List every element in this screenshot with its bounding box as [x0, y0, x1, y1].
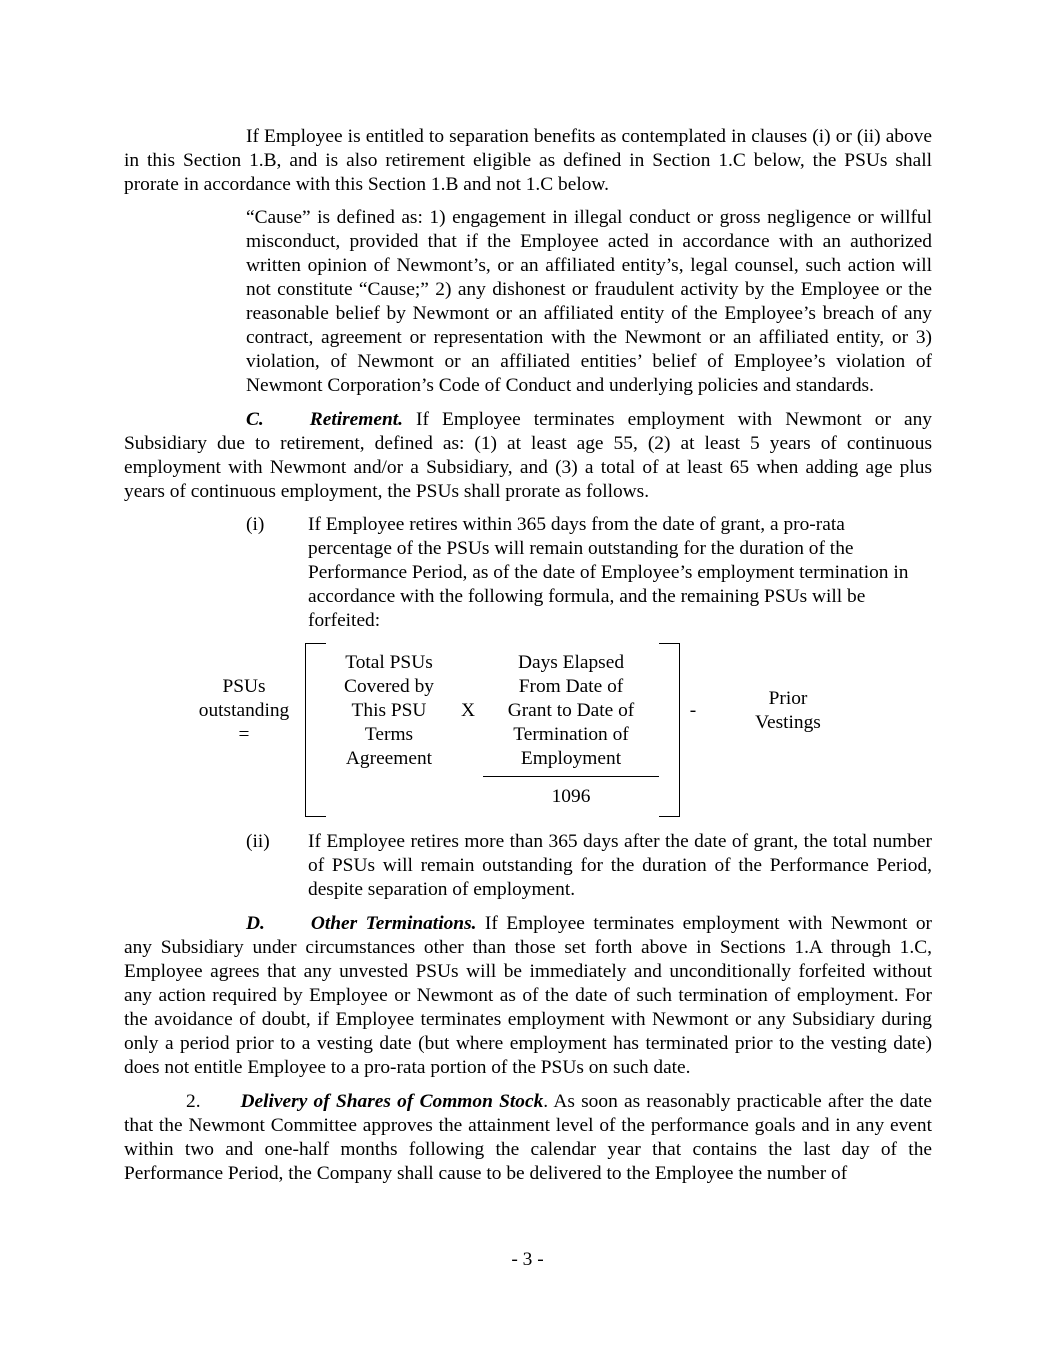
formula-days-line: Grant to Date of: [507, 700, 635, 721]
section-d-paragraph: [124, 912, 932, 1080]
section-d-title: Other Terminations.: [310, 913, 477, 934]
section-2-number: 2.: [186, 1091, 201, 1112]
cause-definition: “Cause” is defined as: 1) engagement in illegal conduct or gross negligence or willful misconduct, provided that if the Employee acted in accordance with an authorized written opinion of Newmont’s, or an affiliated entity’s, legal counsel, such action will not constitute “Cause;” 2) any dishonest or fraudulent activity by the Employee or the reasonable belief by Newmont or an affiliated entity of the Employee’s breach of any contract, agreement or representation with the Newmont or an affiliated entity, or 3) violation, of Newmont or an affiliated entities’ belief of Employee’s violation of Newmont Corporation’s Code of Conduct and underlying policies and standards.: [246, 207, 932, 396]
section-c-paragraph: [124, 408, 932, 504]
formula-days-line: Days Elapsed: [517, 652, 625, 673]
list-item-ii-number: (ii): [246, 831, 270, 852]
formula-total-line: Agreement: [345, 748, 433, 769]
formula-total-line: This PSU: [351, 700, 427, 721]
formula-prior-line: Vestings: [755, 712, 821, 733]
formula-total-line: Total PSUs: [345, 652, 433, 673]
formula-minus: -: [689, 700, 697, 721]
formula-prior-line: Prior: [768, 688, 808, 709]
section-c-text: If Employee terminates employment with Newmont or any Subsidiary due to retirement, defined as: (1) at least age 55, (2) at least 5 years of continuous employment with Newmont and/or a Subsidiary, and (3) a total of at least 65 when adding age plus years of continuous employment, the PSUs shall prorate as follows.: [124, 409, 932, 502]
section-c-title: Retirement.: [309, 409, 403, 430]
formula-total-psus: [319, 651, 459, 771]
formula-days-elapsed: [482, 651, 660, 771]
formula-total-line: Covered by: [344, 676, 434, 697]
document-body: [124, 125, 932, 1186]
fraction-bar: [483, 776, 659, 777]
formula-total-line: Terms: [364, 724, 414, 745]
page-number: - 3 -: [511, 1249, 544, 1270]
list-item-i-number: (i): [246, 514, 265, 535]
formula-prior-vestings: [736, 687, 840, 735]
list-item-ii-text: If Employee retires more than 365 days after the date of grant, the total number of PSUs will remain outstanding for the duration of the Performance Period, despite separation of employment.: [308, 831, 932, 900]
formula-lhs-line: outstanding: [198, 700, 290, 721]
formula-days-line: Employment: [520, 748, 622, 769]
list-item-i: [246, 513, 932, 633]
list-item-i-text: If Employee retires within 365 days from the date of grant, a pro-rata percentage of the PSUs will remain outstanding for the duration of the Performance Period, as of the date of Employee’s employment termination in accordance with the following formula, and the remaining PSUs will be forfeited:: [308, 514, 909, 631]
formula-lhs-line: =: [238, 724, 250, 745]
section-d-text: If Employee terminates employment with Newmont or any Subsidiary under circumstances other than those set forth above in Sections 1.A through 1.C, Employee agrees that any unvested PSUs will be immediately and unconditionally forfeited without any action required by Employee or Newmont as of the date of such termination of employment. For the avoidance of doubt, if Employee terminates employment with Newmont or any Subsidiary during only a period prior to a vesting date (but where employment has terminated prior to the vesting date) does not entitle Employee to a pro-rata portion of the PSUs on such date.: [124, 913, 932, 1078]
formula-days-line: Termination of: [513, 724, 629, 745]
intro-paragraph: If Employee is entitled to separation benefits as contemplated in clauses (i) or (ii) above in this Section 1.B, and is also retirement eligible as defined in Section 1.C below, the PSUs shall prorate in accordance with this Section 1.B and not 1.C below.: [124, 126, 932, 195]
list-item-ii: [246, 830, 932, 902]
right-bracket: [659, 643, 680, 817]
section-d-label: D.: [246, 913, 265, 934]
section-2-title: Delivery of Shares of Common Stock: [240, 1091, 544, 1112]
section-2-paragraph: [124, 1090, 932, 1186]
formula-lhs: [184, 675, 304, 747]
section-c-label: C.: [246, 409, 264, 430]
section-2-text: . As soon as reasonably practicable after the date that the Newmont Committee approves the attainment level of the performance goals and in any event within two and one-half months following the calendar year that contains the last day of the Performance Period, the Company shall cause to be delivered to the Employee the number of: [124, 1091, 932, 1184]
proration-formula: [124, 643, 932, 821]
formula-days-line: From Date of: [518, 676, 624, 697]
formula-denominator: 1096: [551, 786, 591, 807]
formula-lhs-line: PSUs: [222, 676, 266, 697]
formula-times: X: [460, 700, 475, 721]
